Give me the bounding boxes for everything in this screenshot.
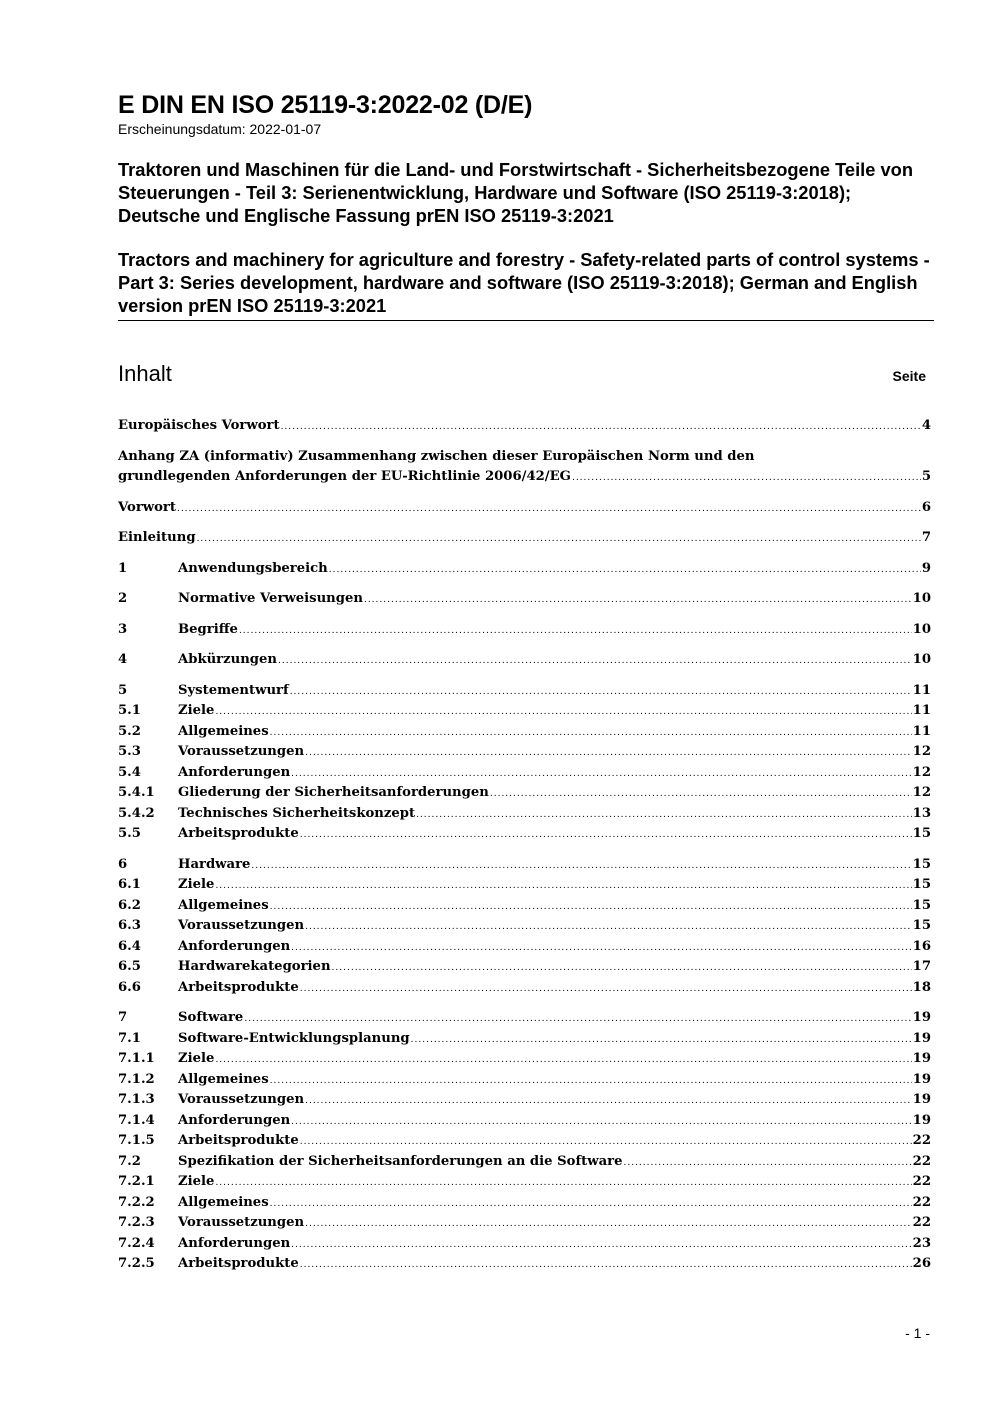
toc-entry xyxy=(118,1131,931,1152)
toc-entry-number: 4 xyxy=(118,652,128,667)
toc-header xyxy=(118,360,926,388)
toc-entry-number: 2 xyxy=(118,591,128,606)
toc-leader-dots xyxy=(270,897,912,918)
toc-leader-dots xyxy=(215,1173,911,1194)
toc-entry xyxy=(118,763,931,784)
toc-entry-title: grundlegenden Anforderungen der EU-Richtlinie 2006/42/EG xyxy=(118,469,571,484)
toc-leader-dots xyxy=(300,979,912,1000)
toc-entry-page: 11 xyxy=(912,723,931,739)
toc-entry-number: 6.1 xyxy=(118,877,141,892)
toc-entry-title: Arbeitsprodukte xyxy=(178,1133,299,1148)
toc-entry-number: 5.4 xyxy=(118,764,141,780)
toc-entry-title: Voraussetzungen xyxy=(178,1092,305,1107)
toc-entry-title: Systementwurf xyxy=(178,682,289,698)
toc-entry xyxy=(118,937,931,958)
toc-entry-title: Ziele xyxy=(178,703,215,718)
toc-leader-dots xyxy=(177,499,921,520)
toc-entry-title: Ziele xyxy=(178,1051,215,1066)
toc-entry-page: 19 xyxy=(912,1030,931,1046)
toc-entry xyxy=(118,783,931,804)
toc-leader-dots xyxy=(270,1071,912,1092)
toc-leader-dots xyxy=(623,1153,911,1174)
toc-entry xyxy=(118,1254,931,1275)
toc-entry-title: Allgemeines xyxy=(178,1071,269,1087)
toc-entry-page: 22 xyxy=(912,1215,931,1230)
toc-entry-title: Anwendungsbereich xyxy=(178,560,328,576)
toc-entry-number: 5.3 xyxy=(118,744,141,759)
toc-leader-dots xyxy=(411,1030,912,1051)
toc-entry-number: 6.5 xyxy=(118,959,141,974)
toc-entry-page: 4 xyxy=(921,418,931,433)
toc-entry-title: Einleitung xyxy=(118,530,196,545)
toc-entry-title: Hardwarekategorien xyxy=(178,959,331,974)
toc-leader-dots xyxy=(278,651,912,672)
toc-entry-number: 5.2 xyxy=(118,723,141,739)
toc-entry-title: Arbeitsprodukte xyxy=(178,1256,299,1271)
publication-date: Erscheinungsdatum: 2022-01-07 xyxy=(118,121,322,137)
toc-leader-dots xyxy=(329,560,921,581)
toc-entry xyxy=(118,722,931,743)
toc-entry-title: Anforderungen xyxy=(178,764,291,780)
toc-entry xyxy=(118,1008,931,1029)
toc-entry xyxy=(118,896,931,917)
toc-entry-page: 15 xyxy=(912,856,931,872)
toc-entry-number: 7.2 xyxy=(118,1153,141,1169)
toc-entry-number: 7.1.2 xyxy=(118,1071,155,1087)
toc-leader-dots xyxy=(490,784,912,805)
toc-entry-page: 12 xyxy=(912,764,931,780)
toc-entry-number: 5.1 xyxy=(118,703,141,718)
toc-leader-dots xyxy=(332,958,912,979)
toc-entry-number: 7.2.2 xyxy=(118,1194,155,1210)
toc-entry-number: 7.2.4 xyxy=(118,1235,155,1251)
toc-entry-page: 11 xyxy=(912,703,931,718)
toc-entry-number: 6 xyxy=(118,856,128,872)
toc-leader-dots xyxy=(251,856,911,877)
toc-entry-title: Ziele xyxy=(178,877,215,892)
toc-entry xyxy=(118,1213,931,1234)
toc-entry xyxy=(118,1193,931,1214)
toc-leader-dots xyxy=(364,590,912,611)
toc-entry-title: Europäisches Vorwort xyxy=(118,418,280,433)
page-number: - 1 - xyxy=(905,1325,930,1341)
toc-entry-title: Normative Verweisungen xyxy=(178,591,363,606)
toc-entry-title: Arbeitsprodukte xyxy=(178,979,299,995)
toc-entry xyxy=(118,1234,931,1255)
toc-entry-page: 17 xyxy=(912,959,931,974)
toc-entry-title: Voraussetzungen xyxy=(178,918,305,933)
toc-entry-page: 19 xyxy=(912,1112,931,1128)
toc-entry-page: 22 xyxy=(912,1174,931,1189)
toc-entry-title: Hardware xyxy=(178,856,251,872)
toc-leader-dots xyxy=(291,1112,911,1133)
toc-entry-title: Allgemeines xyxy=(178,1194,269,1210)
toc-entry xyxy=(118,559,931,580)
toc-entry-title: Voraussetzungen xyxy=(178,1215,305,1230)
document-header xyxy=(118,90,934,317)
toc-entry-page: 10 xyxy=(912,591,931,606)
toc-heading: Inhalt xyxy=(118,361,172,386)
toc-entry-page: 19 xyxy=(912,1051,931,1066)
toc-entry xyxy=(118,1152,931,1173)
toc-entry xyxy=(118,824,931,845)
toc-entry-page: 23 xyxy=(912,1235,931,1251)
toc-entry xyxy=(118,620,931,641)
toc-entry xyxy=(118,701,931,722)
toc-leader-dots xyxy=(244,1009,911,1030)
document-id: E DIN EN ISO 25119-3:2022-02 (D/E) xyxy=(118,91,533,119)
toc-entry-page: 16 xyxy=(912,938,931,954)
toc-entry-page: 19 xyxy=(912,1071,931,1087)
toc-entry-title: Voraussetzungen xyxy=(178,744,305,759)
toc-leader-dots xyxy=(300,1255,912,1276)
toc-entry-title: Anhang ZA (informativ) Zusammenhang zwischen dieser Europäischen Norm und den xyxy=(118,448,755,464)
toc-leader-dots xyxy=(215,1050,911,1071)
toc-entry-number: 7 xyxy=(118,1010,128,1025)
toc-entry-page: 18 xyxy=(912,979,931,995)
toc-entry-page: 19 xyxy=(912,1092,931,1107)
toc-entry-number: 7.1.4 xyxy=(118,1112,155,1128)
toc-leader-dots xyxy=(291,938,911,959)
toc-entry-title: Ziele xyxy=(178,1174,215,1189)
toc-entry-number: 7.1.3 xyxy=(118,1092,155,1107)
toc-entry-page: 15 xyxy=(912,877,931,892)
toc-leader-dots xyxy=(215,702,911,723)
toc-entry-number: 6.6 xyxy=(118,979,141,995)
toc-entry-page: 5 xyxy=(921,469,931,484)
toc-leader-dots xyxy=(305,1091,912,1112)
toc-entry-title: Technisches Sicherheitskonzept xyxy=(178,805,416,821)
toc-entry xyxy=(118,1172,931,1193)
toc-leader-dots xyxy=(572,468,921,489)
toc-entry-number: 6.3 xyxy=(118,918,141,933)
toc-entry-number: 7.2.1 xyxy=(118,1174,155,1189)
toc-entry-annex-za-line1 xyxy=(118,447,931,468)
toc-entry-title: Anforderungen xyxy=(178,938,291,954)
title-english: Tractors and machinery for agriculture and forestry - Safety-related parts of control systems - Part 3: Series development, hardware and software (ISO 25119-3:2018); German and English version prEN ISO 25119-3:2021 xyxy=(118,249,930,316)
toc-entry-number: 5.4.2 xyxy=(118,805,155,821)
toc-entry-page: 19 xyxy=(912,1010,931,1025)
toc-entry-page: 10 xyxy=(912,621,931,637)
toc-entry-page: 15 xyxy=(912,918,931,933)
toc-leader-dots xyxy=(239,621,912,642)
toc-entry xyxy=(118,1070,931,1091)
toc-entry xyxy=(118,855,931,876)
toc-entry-page: 22 xyxy=(912,1194,931,1210)
toc-leader-dots xyxy=(300,1132,912,1153)
toc-entry xyxy=(118,742,931,763)
toc-leader-dots xyxy=(305,917,912,938)
toc-entry-page: 11 xyxy=(912,682,931,698)
table-of-contents xyxy=(118,416,931,1275)
toc-entry-number: 6.2 xyxy=(118,897,141,913)
toc-entry xyxy=(118,1029,931,1050)
toc-entry-title: Abkürzungen xyxy=(178,652,277,667)
toc-leader-dots xyxy=(300,825,912,846)
toc-entry-page: 22 xyxy=(912,1153,931,1169)
toc-entry xyxy=(118,1111,931,1132)
toc-entry-title: Begriffe xyxy=(178,621,238,637)
title-german: Traktoren und Maschinen für die Land- und Forstwirtschaft - Sicherheitsbezogene Teile von Steuerungen - Teil 3: Serienentwicklung, Hardware und Software (ISO 25119-3:2018); Deutsche und Englische Fassung prEN ISO 25119-3:2021 xyxy=(118,159,914,226)
toc-entry-title: Anforderungen xyxy=(178,1112,291,1128)
toc-entry-annex-za-line2 xyxy=(118,467,931,488)
toc-leader-dots xyxy=(291,1235,911,1256)
toc-entry-page: 26 xyxy=(912,1256,931,1271)
toc-leader-dots xyxy=(305,1214,912,1235)
toc-entry-page: 12 xyxy=(912,744,931,759)
toc-entry-page: 10 xyxy=(912,652,931,667)
toc-entry-number: 7.1.1 xyxy=(118,1051,155,1066)
toc-entry-page: 22 xyxy=(912,1133,931,1148)
toc-entry-page: 12 xyxy=(912,785,931,800)
toc-leader-dots xyxy=(290,682,912,703)
toc-entry-number: 6.4 xyxy=(118,938,141,954)
toc-leader-dots xyxy=(270,723,912,744)
header-divider xyxy=(118,320,934,321)
toc-entry-title: Spezifikation der Sicherheitsanforderungen an die Software xyxy=(178,1153,623,1169)
toc-entry-title: Allgemeines xyxy=(178,723,269,739)
toc-entry xyxy=(118,875,931,896)
toc-entry-number: 5 xyxy=(118,682,128,698)
toc-entry xyxy=(118,650,931,671)
toc-leader-dots xyxy=(281,417,921,438)
toc-entry-number: 5.5 xyxy=(118,826,141,841)
toc-entry-page: 15 xyxy=(912,897,931,913)
toc-entry-title: Vorwort xyxy=(118,499,176,515)
toc-entry-page: 15 xyxy=(912,826,931,841)
toc-entry xyxy=(118,978,931,999)
toc-entry-page: 9 xyxy=(921,560,931,576)
toc-leader-dots xyxy=(215,876,911,897)
toc-entry-number: 5.4.1 xyxy=(118,785,155,800)
toc-entry xyxy=(118,528,931,549)
toc-entry xyxy=(118,916,931,937)
toc-entry-page: 6 xyxy=(921,499,931,515)
toc-leader-dots xyxy=(305,743,912,764)
toc-entry xyxy=(118,498,931,519)
toc-entry-number: 7.1.5 xyxy=(118,1133,155,1148)
toc-entry-page: 7 xyxy=(921,530,931,545)
toc-entry-title: Software-Entwicklungsplanung xyxy=(178,1030,410,1046)
toc-leader-dots xyxy=(270,1194,912,1215)
toc-leader-dots xyxy=(416,805,912,826)
toc-entry-title: Allgemeines xyxy=(178,897,269,913)
toc-entry-number: 3 xyxy=(118,621,128,637)
toc-entry-page: 13 xyxy=(912,805,931,821)
toc-entry-number: 7.2.5 xyxy=(118,1256,155,1271)
toc-entry xyxy=(118,1090,931,1111)
toc-entry-number: 1 xyxy=(118,560,128,576)
toc-entry xyxy=(118,957,931,978)
toc-leader-dots xyxy=(291,764,911,785)
toc-entry xyxy=(118,681,931,702)
page-column-label: Seite xyxy=(892,368,926,384)
toc-entry-number: 7.2.3 xyxy=(118,1215,155,1230)
toc-entry-title: Anforderungen xyxy=(178,1235,291,1251)
toc-entry xyxy=(118,416,931,437)
toc-entry xyxy=(118,589,931,610)
toc-entry-title: Gliederung der Sicherheitsanforderungen xyxy=(178,785,489,800)
toc-entry-title: Software xyxy=(178,1010,244,1025)
toc-entry-title: Arbeitsprodukte xyxy=(178,826,299,841)
toc-leader-dots xyxy=(197,529,921,550)
toc-entry xyxy=(118,1049,931,1070)
toc-entry xyxy=(118,804,931,825)
toc-entry-number: 7.1 xyxy=(118,1030,141,1046)
